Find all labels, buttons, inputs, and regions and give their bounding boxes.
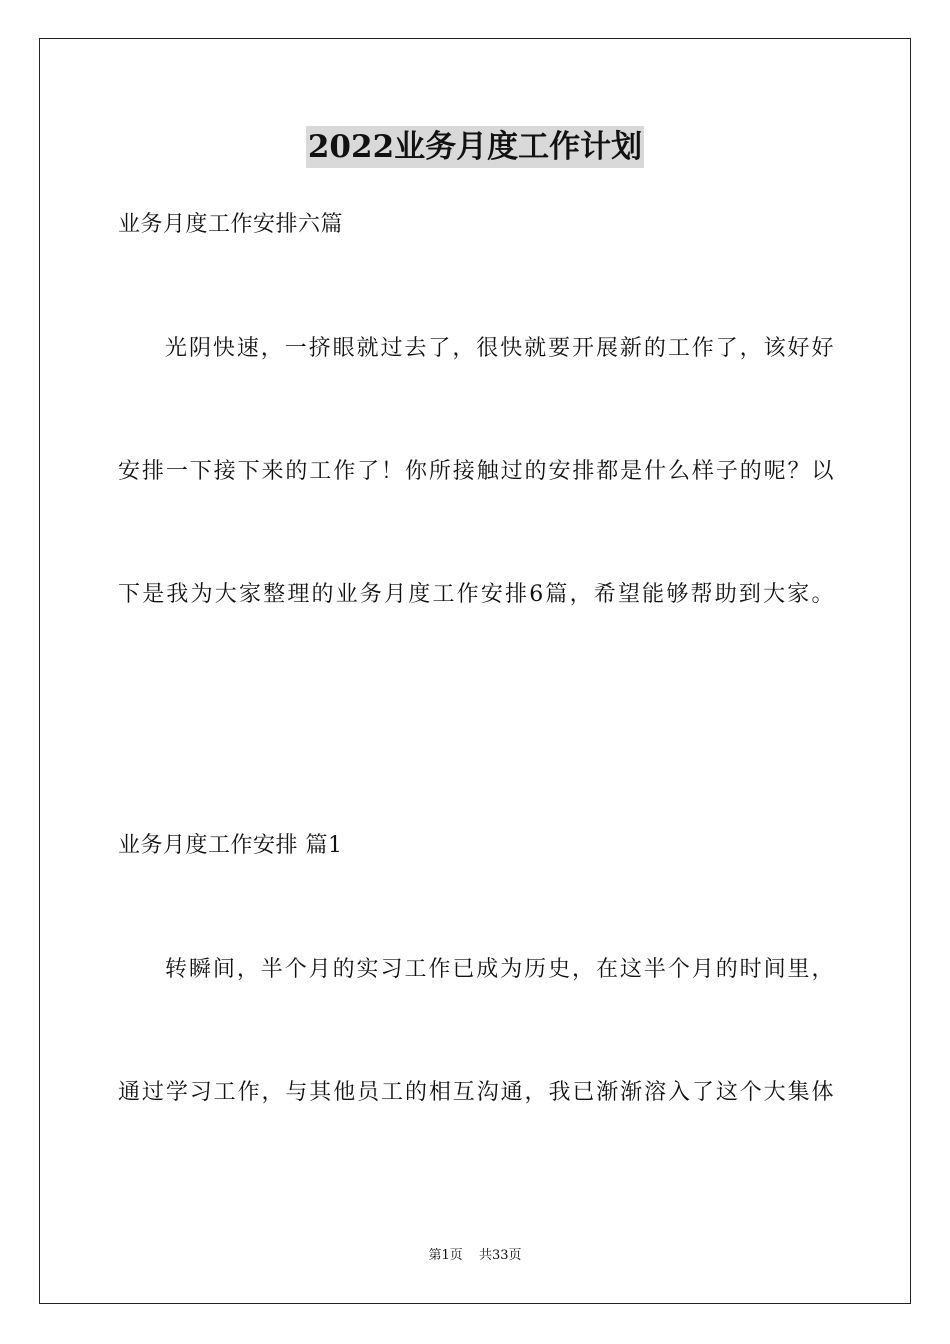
intro-paragraph-line-2: 安排一下接下来的工作了！你所接触过的安排都是什么样子的呢？以 — [118, 459, 834, 484]
section-paragraph-line-2: 通过学习工作，与其他员工的相互沟通，我已渐渐溶入了这个大集体 — [118, 1080, 834, 1105]
page-number: 第1页 — [428, 1248, 463, 1263]
intro-paragraph-line-3: 下是我为大家整理的业务月度工作安排6篇，希望能够帮助到大家。 — [118, 582, 834, 607]
section-paragraph-line-1: 转瞬间，半个月的实习工作已成为历史，在这半个月的时间里， — [165, 957, 834, 982]
title-wrap — [0, 126, 950, 168]
document-title: 2022业务月度工作计划 — [306, 126, 644, 168]
intro-paragraph-line-1: 光阴快速，一挤眼就过去了，很快就要开展新的工作了，该好好 — [165, 336, 834, 361]
section-heading: 业务月度工作安排 篇1 — [118, 833, 343, 858]
total-pages: 共33页 — [478, 1248, 522, 1263]
page-footer — [0, 1247, 950, 1265]
document-subtitle: 业务月度工作安排六篇 — [118, 212, 344, 237]
